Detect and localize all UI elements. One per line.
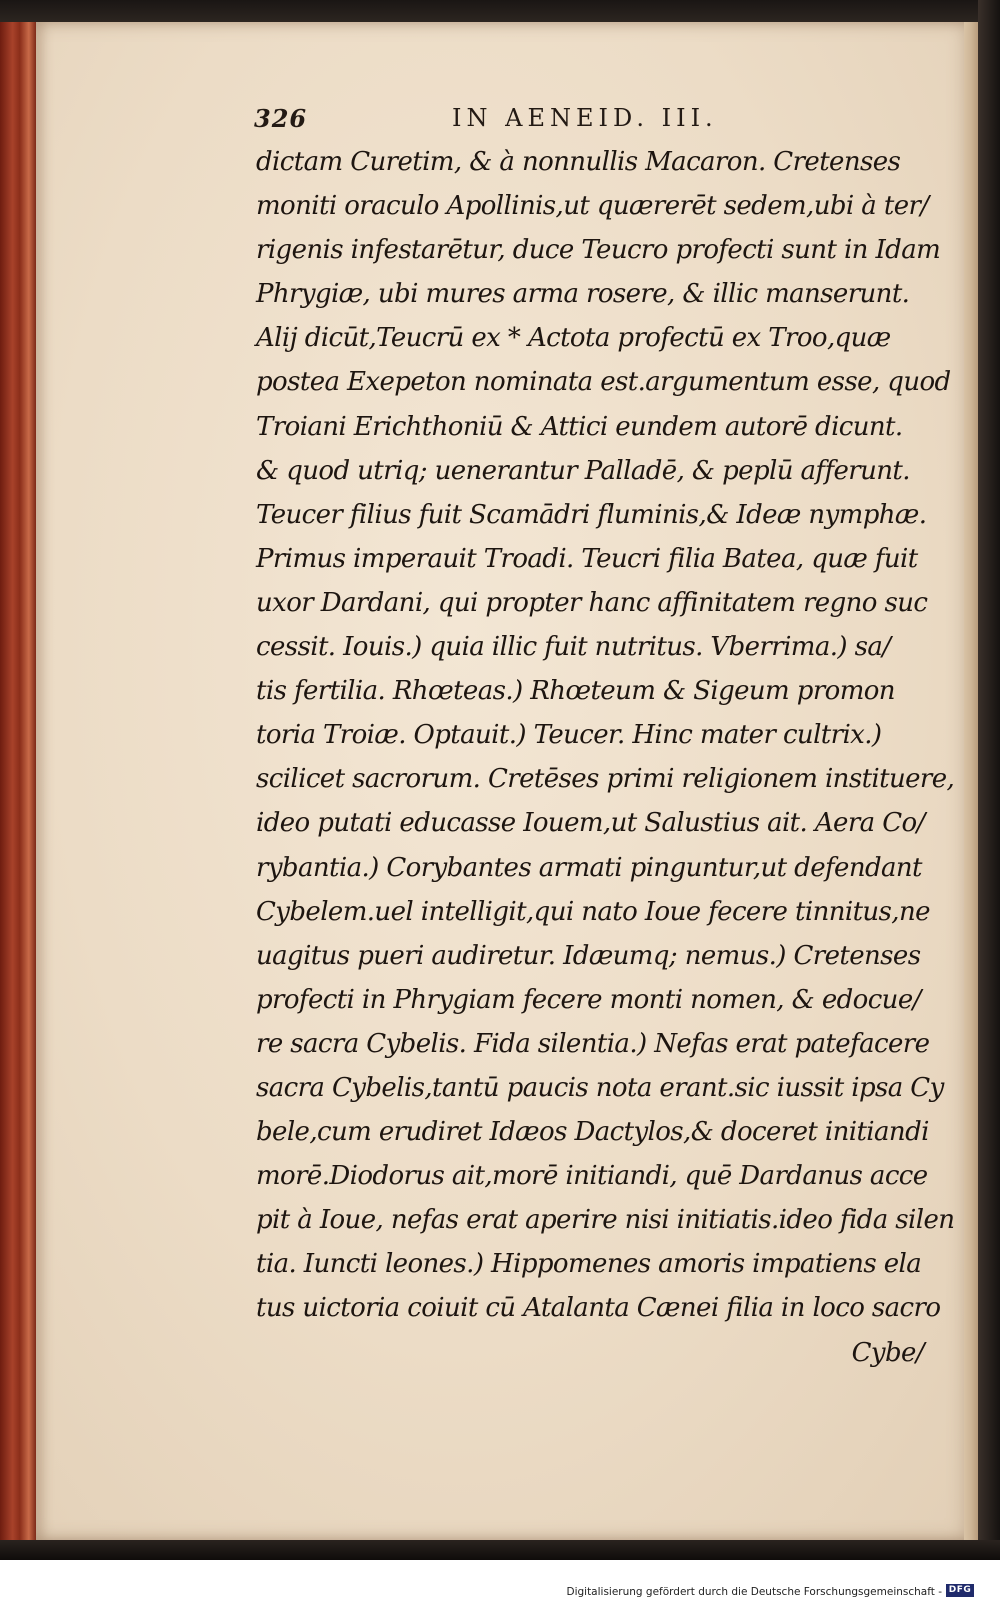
page-gutter-shadow [964,22,978,1540]
book-cover-top [0,0,1000,22]
text-line: scilicet sacrorum. Cretēses primi religionem instituere, [256,764,955,795]
text-line: cessit. Iouis.) quia illic fuit nutritus. Vberrima.) sa/ [256,632,891,663]
text-line: postea Exepeton nominata est.argumentum esse, quod [256,367,951,398]
text-line: ideo putati educasse Iouem,ut Salustius ait. Aera Co/ [256,808,925,839]
body-text [256,140,955,1375]
text-line: pit à Ioue, nefas erat aperire nisi initiatis.ideo fida silen [256,1205,955,1236]
funding-credit: Digitalisierung gefördert durch die Deutsche Forschungsgemeinschaft - [566,1586,942,1598]
text-line: Teucer filius fuit Scamādri fluminis,& Ideæ nymphæ. [256,499,927,530]
text-line: & quod utriq; uenerantur Palladē, & peplū afferunt. [256,455,910,486]
text-line: profecti in Phrygiam fecere monti nomen, & edocue/ [256,984,921,1015]
text-line: rybantia.) Corybantes armati pinguntur,ut defendant [256,852,922,883]
text-line: bele,cum erudiret Idæos Dactylos,& doceret initiandi [256,1117,929,1148]
text-line: sacra Cybelis,tantū paucis nota erant.sic iussit ipsa Cy [256,1072,944,1103]
text-line: uagitus pueri audiretur. Idæumq; nemus.) Cretenses [256,940,921,971]
text-line: Phrygiæ, ubi mures arma rosere, & illic manserunt. [256,279,910,310]
text-line: rigenis infestarētur, duce Teucro profecti sunt in Idam [256,235,941,266]
book-cover-right [978,0,1000,1560]
text-line: tia. Iuncti leones.) Hippomenes amoris impatiens ela [256,1249,922,1280]
page-header [254,104,934,140]
text-line: Troiani Erichthoniū & Attici eundem autorē dicunt. [256,411,903,442]
book-cover-bottom [0,1540,1000,1560]
dfg-logo: DFG [946,1584,974,1597]
text-line: moniti oraculo Apollinis,ut quærerēt sedem,ubi à ter/ [256,191,929,222]
text-line: toria Troiæ. Optauit.) Teucer. Hinc mater cultrix.) [256,720,882,751]
page-number: 326 [254,104,308,133]
text-line: Alij dicūt,Teucrū ex * Actota profectū ex Troo,quæ [256,323,891,354]
text-line: dictam Curetim, & à nonnullis Macaron. Cretenses [256,147,901,177]
text-line: tus uictoria coiuit cū Atalanta Cænei filia in loco sacro [256,1293,941,1324]
text-line: morē.Diodorus ait,morē initiandi, quē Dardanus acce [256,1161,928,1192]
text-line: re sacra Cybelis. Fida silentia.) Nefas erat patefacere [256,1028,930,1059]
text-line: uxor Dardani, qui propter hanc affinitatem regno suc [256,587,928,618]
red-page-edges [0,22,36,1542]
text-line: Cybelem.uel intelligit,qui nato Ioue fecere tinnitus,ne [256,896,930,927]
catchword: Cybe/ [851,1337,924,1368]
text-line: Primus imperauit Troadi. Teucri filia Batea, quæ fuit [256,543,918,574]
text-line: tis fertilia. Rhœteas.) Rhœteum & Sigeum promon [256,676,895,707]
running-head: IN AENEID. III. [452,104,718,132]
